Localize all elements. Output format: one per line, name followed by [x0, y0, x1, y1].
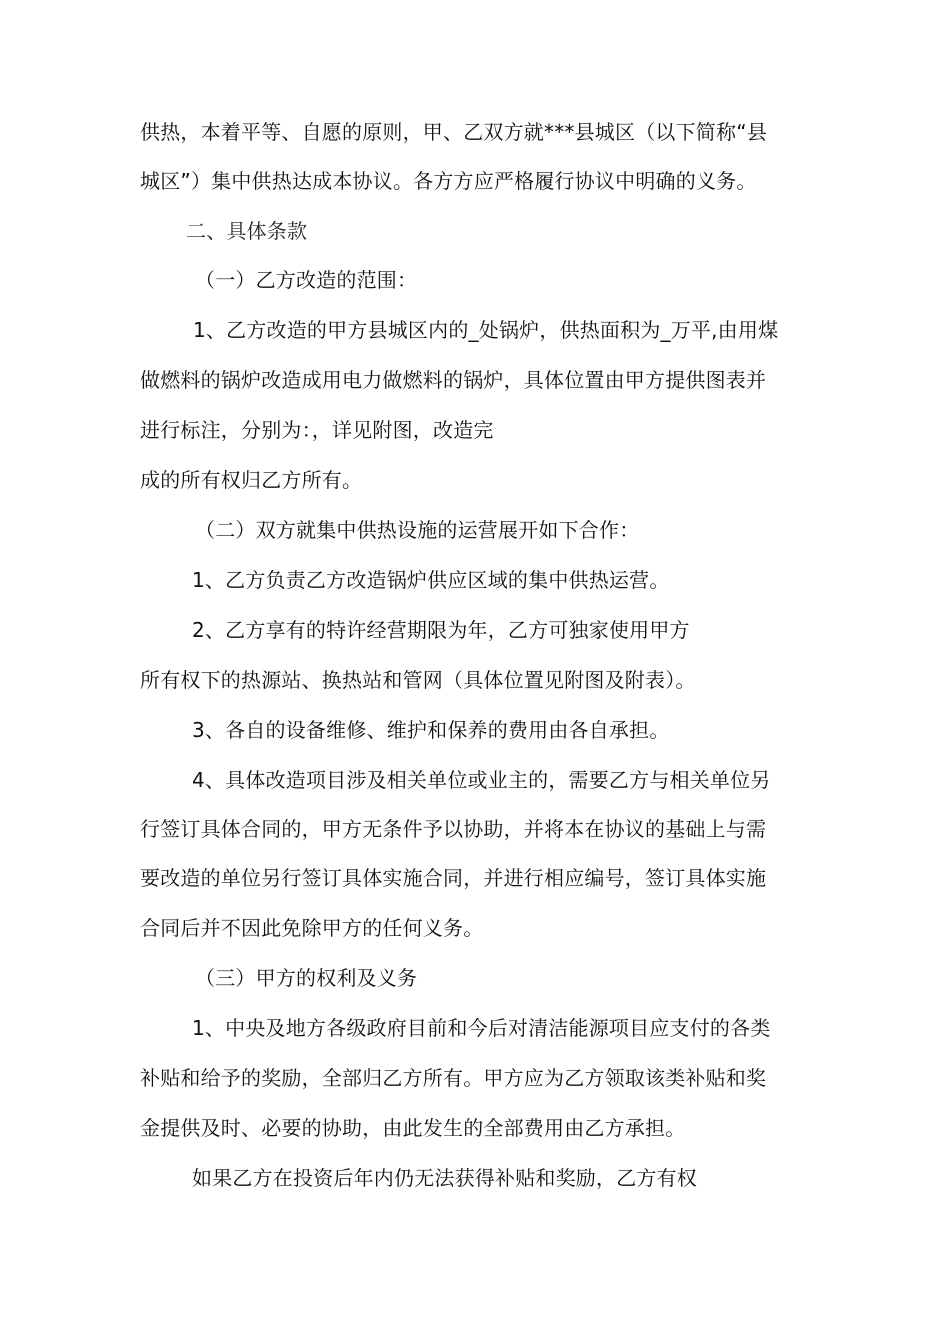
body-text-line: 1、乙方改造的甲方县城区内的_处锅炉，供热面积为_万平,由用煤	[193, 318, 779, 342]
body-text-line: 1、中央及地方各级政府目前和今后对清洁能源项目应支付的各类	[192, 1016, 771, 1040]
body-text-line: 供热，本着平等、自愿的原则，甲、乙双方就***县城区（以下简称“县	[140, 120, 767, 144]
body-text-line: 城区”）集中供热达成本协议。各方方应严格履行协议中明确的义务。	[140, 169, 757, 193]
body-text-line: 做燃料的锅炉改造成用电力做燃料的锅炉，具体位置由甲方提供图表并	[140, 368, 767, 392]
body-text-line: 进行标注，分别为：，详见附图，改造完	[140, 418, 494, 442]
body-text-line: 如果乙方在投资后年内仍无法获得补贴和奖励，乙方有权	[192, 1166, 697, 1190]
body-text-line: 金提供及时、必要的协助，由此发生的全部费用由乙方承担。	[140, 1116, 686, 1140]
section-heading: 二、具体条款	[186, 219, 308, 243]
body-text-line: 所有权下的热源站、换热站和管网（具体位置见附图及附表）。	[140, 668, 696, 692]
body-text-line: 2、乙方享有的特许经营期限为年，乙方可独家使用甲方	[192, 618, 690, 642]
subsection-heading: （一）乙方改造的范围：	[195, 268, 418, 292]
subsection-heading: （二）双方就集中供热设施的运营展开如下合作：	[195, 518, 640, 542]
body-text-line: 要改造的单位另行签订具体实施合同，并进行相应编号，签订具体实施	[140, 866, 767, 890]
body-text-line: 4、具体改造项目涉及相关单位或业主的，需要乙方与相关单位另	[192, 768, 771, 792]
body-text-line: 合同后并不因此免除甲方的任何义务。	[140, 916, 484, 940]
body-text-line: 成的所有权归乙方所有。	[140, 468, 363, 492]
body-text-line: 补贴和给予的奖励，全部归乙方所有。甲方应为乙方领取该类补贴和奖	[140, 1066, 767, 1090]
body-text-line: 行签订具体合同的，甲方无条件予以协助，并将本在协议的基础上与需	[140, 817, 767, 841]
body-text-line: 3、各自的设备维修、维护和保养的费用由各自承担。	[192, 718, 670, 742]
subsection-heading: （三）甲方的权利及义务	[195, 966, 418, 990]
body-text-line: 1、乙方负责乙方改造锅炉供应区域的集中供热运营。	[192, 568, 670, 592]
